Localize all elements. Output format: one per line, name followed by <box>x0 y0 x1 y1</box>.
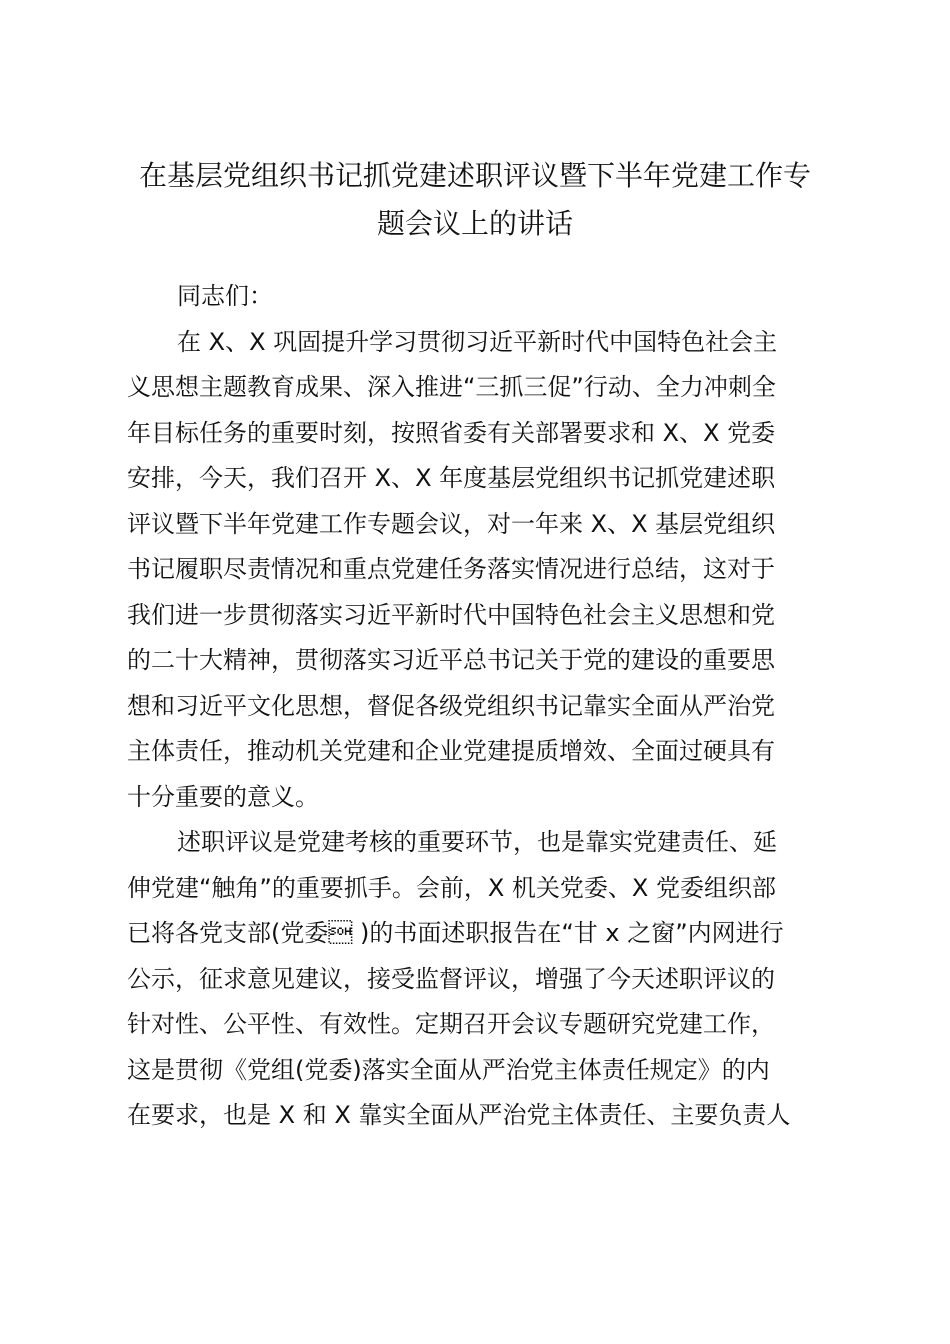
paragraph-line: 已将各党支部(党委 )的书面述职报告在“甘 x 之窗”内网进行 <box>127 919 784 947</box>
paragraph-line: 想和习近平文化思想，督促各级党组织书记靠实全面从严治党 <box>127 691 775 720</box>
paragraph-1 <box>127 320 827 821</box>
paragraph-line: 针对性、公平性、有效性。定期召开会议专题研究党建工作， <box>127 1010 775 1038</box>
paragraph-line: 述职评议是党建考核的重要环节，也是靠实党建责任、延 <box>177 828 777 856</box>
paragraph-line: 年目标任务的重要时刻，按照省委有关部署要求和 X、X 党委 <box>127 418 776 447</box>
greeting-line: 同志们： <box>177 282 273 310</box>
paragraph-line: 义思想主题教育成果、深入推进“三抓三促”行动、全力冲刺全 <box>127 373 776 401</box>
document-title <box>120 152 830 248</box>
paragraph-line: 在 X、X 巩固提升学习贯彻习近平新时代中国特色社会主 <box>177 327 778 356</box>
paragraph-line: 伸党建“触角”的重要抓手。会前，X 机关党委、X 党委组织部 <box>127 873 777 902</box>
greeting <box>127 274 827 320</box>
paragraph-line: 的二十大精神，贯彻落实习近平总书记关于党的建设的重要思 <box>127 646 775 674</box>
paragraph-line: 这是贯彻《党组(党委)落实全面从严治党主体责任规定》的内 <box>127 1055 770 1084</box>
paragraph-2 <box>127 820 827 1139</box>
paragraph-line: 评议暨下半年党建工作专题会议，对一年来 X、X 基层党组织 <box>127 509 776 538</box>
title-line-1: 在基层党组织书记抓党建述职评议暨下半年党建工作专 <box>138 159 811 192</box>
paragraph-line: 在要求，也是 X 和 X 靠实全面从严治党主体责任、主要负责人 <box>127 1101 791 1129</box>
title-line-2: 题会议上的讲话 <box>376 207 573 240</box>
paragraph-line: 十分重要的意义。 <box>127 782 319 811</box>
paragraph-line: 主体责任，推动机关党建和企业党建提质增效、全面过硬具有 <box>127 737 775 765</box>
paragraph-line: 安排，今天，我们召开 X、X 年度基层党组织书记抓党建述职 <box>127 464 776 492</box>
paragraph-line: 公示，征求意见建议，接受监督评议，增强了今天述职评议的 <box>127 964 775 993</box>
paragraph-line: 我们进一步贯彻落实习近平新时代中国特色社会主义思想和党 <box>127 600 775 629</box>
paragraph-line: 书记履职尽责情况和重点党建任务落实情况进行总结，这对于 <box>127 555 775 583</box>
document-body <box>127 274 827 1139</box>
